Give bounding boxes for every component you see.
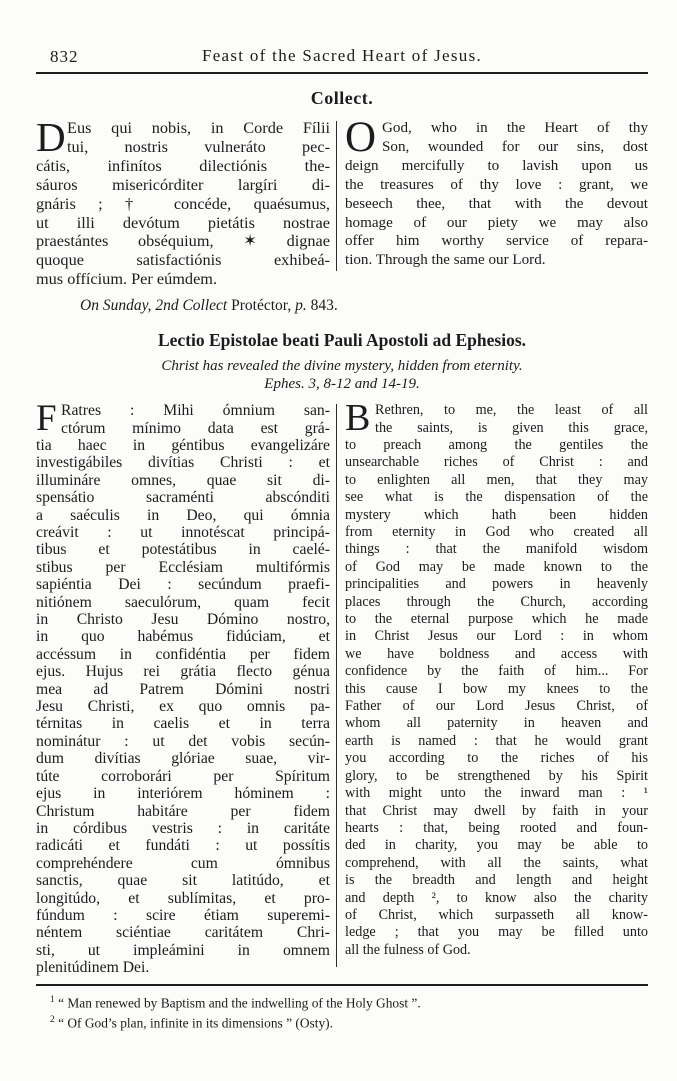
text-line: in quo habémus fidúciam, et (36, 628, 330, 646)
dropcap-initial: D (36, 114, 66, 160)
text-line: Ratres : Mihi ómnium san- (61, 402, 330, 420)
footnotes (36, 992, 648, 1032)
text-line: comprehend, with all the saints, what (345, 854, 648, 871)
page-header (36, 46, 648, 69)
text-line: comprehéndere cum ómnibus (36, 854, 330, 872)
text-line: ejus in interiórem hóminem : (36, 785, 330, 803)
text-line: néntem sciéntiae caritátem Chri- (36, 924, 330, 942)
rubric-page-number: 843. (310, 297, 338, 315)
text-line: ctórum mínimo data est grá- (61, 419, 330, 437)
collect-heading: Collect. (310, 88, 374, 108)
text-line: we have boldness and access with (345, 645, 648, 662)
text-line: from eternity in God who created all (345, 524, 648, 540)
text-line: sanctis, quae sit latitúdo, et (36, 872, 330, 890)
epistle-english-column (345, 397, 648, 976)
collect-latin-text (36, 114, 330, 289)
text-line: places through the Church, according (345, 593, 648, 610)
page-header-title: Feast of the Sacred Heart of Jesus. (201, 46, 483, 65)
text-line: that Christ may dwell by faith in your (345, 802, 648, 819)
collect-section (36, 114, 648, 289)
text-line: homage of our piety we may also (345, 214, 648, 231)
text-line: a saéculis in Deo, qui ómnia (36, 506, 330, 524)
text-line: Son, wounded for our sins, dost (382, 138, 648, 155)
epistle-subtitle: Christ has revealed the divine mystery, hidden from eternity. (161, 358, 523, 375)
text-line: things : that the manifold wisdom (345, 541, 648, 558)
text-line: Father of our Lord Jesus Christ, of (345, 698, 648, 715)
text-line: térnitas in caelis et in terra (36, 715, 330, 733)
text-line: ledge ; that you may be filled unto (345, 924, 648, 941)
text-line: Christum habitáre per fidem (36, 802, 330, 820)
text-line: gnáris ; † concéde, quaésumus, (36, 193, 330, 213)
text-line: offer him worthy service of repara- (345, 233, 648, 250)
collect-english-column (345, 114, 648, 289)
footnote-marker: 1 (50, 994, 55, 1005)
text-line: in Christo Jesu Dómino nostro, (36, 611, 330, 629)
text-line: in Christ Jesus our Lord : in whom (345, 628, 648, 645)
text-line: tia haec in géntibus evangelizáre (36, 436, 330, 454)
column-divider (336, 404, 337, 967)
text-line: cátis, infinítos dilectiónis the- (36, 155, 330, 175)
column-divider (336, 121, 337, 271)
text-line: unsearchable riches of Christ : and (345, 454, 648, 471)
text-line: sapiéntia Dei : secúndum praefi- (36, 576, 330, 594)
text-line: the saints, is given this grace, (375, 419, 648, 436)
text-line: glory, to be strengthened by his Spirit (345, 767, 648, 784)
epistle-english-text (345, 397, 648, 959)
text-line: Eus qui nobis, in Corde Fílii (67, 118, 330, 137)
text-line: fúndum : scire étiam superemi- (36, 906, 330, 924)
text-line: stibus per Ecclésiam multifórmis (36, 558, 330, 576)
rubric-intro: On Sunday, 2nd Collect (80, 297, 232, 315)
collect-english-text (345, 114, 648, 270)
text-line: see what is the dispensation of the (345, 489, 648, 506)
text-line: illumináre omnes, quae sit di- (36, 471, 330, 489)
text-line: principalities and powers in heavenly (345, 576, 648, 593)
text-line: earth is named : that he would grant (345, 732, 648, 749)
footnote-rule (36, 984, 648, 986)
text-line: is the breadth and length and height (345, 872, 648, 889)
epistle-latin-text (36, 398, 330, 977)
text-line: Rethren, to me, the least of all (375, 402, 648, 419)
text-line: creávit : ut innotéscat principá- (36, 524, 330, 541)
dropcap-initial: F (36, 398, 57, 440)
text-line: tui, nostris vulneráto pec- (67, 136, 330, 156)
text-line: whom all paternity in heaven and (345, 715, 648, 732)
text-line: mus offícium. Per eúmdem. (36, 269, 218, 289)
text-line: plenitúdinem Dei. (36, 959, 150, 977)
text-line: and depth ², to know also the charity (345, 889, 648, 906)
collect-latin-column (36, 114, 330, 289)
text-line: hearts : that, being rooted and foun- (345, 819, 648, 836)
text-line: praestántes obséquium, ✶ dignae (36, 231, 330, 251)
footnote (36, 1012, 648, 1032)
dropcap-initial: B (345, 397, 371, 440)
text-line: longitúdo, et sublímitas, et pro- (36, 889, 330, 907)
text-line: túte corroborári per Spíritum (36, 767, 330, 785)
sunday-rubric (80, 297, 648, 315)
rubric-reference: Protéctor, (231, 297, 296, 315)
epistle-latin-column (36, 398, 330, 977)
text-line: accéssum in confidéntia per fidem (36, 645, 330, 663)
text-line: confidence by the faith of him... For (345, 663, 648, 680)
text-line: Jesu Christi, ex quo omnis pa- (36, 698, 330, 716)
text-line: tion. Through the same our Lord. (345, 252, 546, 269)
footnote-text: “ Of God’s plan, infinite in its dimensions ” (Osty). (54, 1015, 333, 1030)
text-line: beseech thee, that with the devout (345, 195, 648, 212)
text-line: radicáti et fundáti : ut possítis (36, 837, 330, 855)
text-line: nominátur : ut det vobis secún- (36, 732, 330, 750)
text-line: you according to the riches of his (345, 750, 648, 767)
epistle-section (36, 397, 648, 977)
text-line: this cause I bow my knees to the (345, 680, 648, 697)
text-line: of God may be made known to the (345, 558, 648, 575)
header-rule (36, 72, 648, 74)
text-line: of Christ, which surpasseth all know- (345, 906, 648, 923)
text-line: spensátio sacraménti abscónditi (36, 489, 330, 507)
text-line: investigábiles divítias Christi : et (36, 454, 330, 472)
footnote (36, 992, 648, 1012)
rubric-page-abbrev: p. (295, 297, 311, 315)
text-line: sáuros misericórditer largíri di- (36, 174, 330, 194)
page-number: 832 (50, 47, 79, 66)
text-line: with might unto the inward man : ¹ (345, 785, 648, 802)
text-line: tibus et potestátibus in caelé- (36, 541, 330, 559)
epistle-reference: Ephes. 3, 8-12 and 14-19. (264, 376, 420, 393)
text-line: quoque satisfactiónis exhibeá- (36, 250, 330, 270)
text-line: dum divítias glóriae suae, vir- (36, 750, 330, 768)
text-line: mea ad Patrem Dómini nostri (36, 680, 330, 698)
footnote-text: “ Man renewed by Baptism and the indwelling of the Holy Ghost ”. (54, 995, 421, 1011)
dropcap-initial: O (345, 114, 377, 161)
text-line: God, who in the Heart of thy (382, 120, 648, 136)
text-line: ut illi devótum pietátis nostrae (36, 212, 330, 232)
epistle-heading: Lectio Epistolae beati Pauli Apostoli ad Ephesios. (157, 330, 527, 351)
text-line: to preach among the gentiles the (345, 436, 648, 453)
footnote-marker: 2 (50, 1014, 55, 1025)
text-line: ejus. Hujus rei grátia flecto génua (36, 663, 330, 681)
text-line: in córdibus vestris : in caritáte (36, 819, 330, 837)
text-line: mystery which hath been hidden (345, 506, 648, 523)
text-line: nitiónem saeculórum, quam fecit (36, 593, 330, 611)
text-line: deign mercifully to lavish upon us (345, 157, 648, 174)
text-line: ded in charity, you may be able to (345, 837, 648, 854)
text-line: all the fulness of God. (345, 941, 471, 958)
text-line: to enlighten all men, that they may (345, 471, 648, 488)
text-line: sti, ut impleámini in omnem (36, 941, 330, 959)
text-line: the treasures of thy love : grant, we (345, 176, 648, 193)
text-line: to the eternal purpose which he made (345, 611, 648, 628)
